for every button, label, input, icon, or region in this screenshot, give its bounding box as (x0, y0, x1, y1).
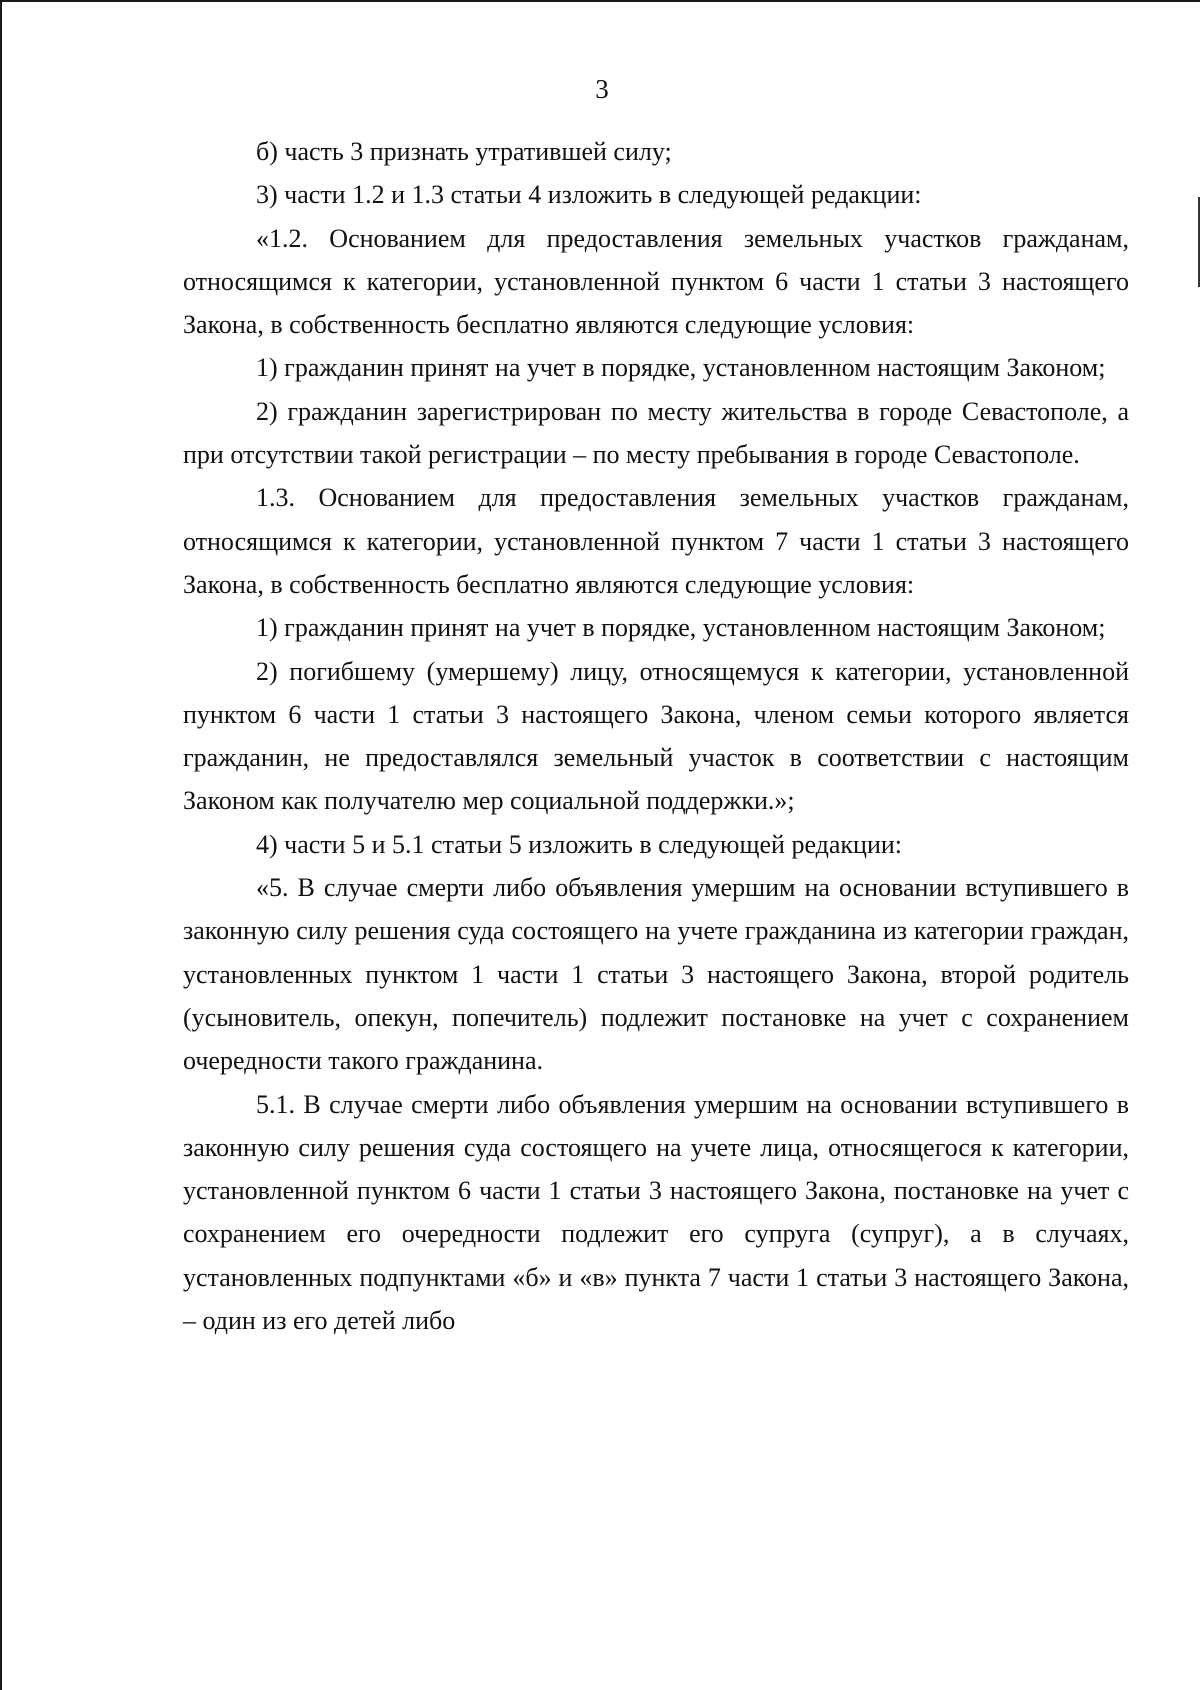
paragraph-10: «5. В случае смерти либо объявления умершим на основании вступившего в законную силу решения суда состоящего на учете гражданина из категории граждан, установленных пунктом 1 части 1 статьи 3 настоящего Закона, второй родитель (усыновитель, опекун, попечитель) подлежит постановке на учет с сохранением очередности такого гражданина. (183, 873, 1129, 1076)
paragraph-8: 2) погибшему (умершему) лицу, относящемуся к категории, установленной пунктом 6 части 1 статьи 3 настоящего Закона, членом семьи которого является гражданин, не предоставлялся земельный участок в соответствии с настоящим Законом как получателю мер социальной поддержки.»; (183, 656, 1129, 816)
paragraph-6: 1.3. Основанием для предоставления земельных участков гражданам, относящимся к категории, установленной пунктом 7 части 1 статьи 3 настоящего Закона, в собственность бесплатно являются следующие условия: (183, 483, 1129, 599)
document-body (183, 130, 1129, 1342)
paragraph-1: б) часть 3 признать утратившей силу; (256, 137, 672, 166)
paragraph-5: 2) гражданин зарегистрирован по месту жительства в городе Севастополе, а при отсутствии такой регистрации – по месту пребывания в городе Севастополе. (183, 396, 1129, 470)
paragraph-4: 1) гражданин принят на учет в порядке, установленном настоящим Законом; (256, 353, 1106, 383)
paragraph-9: 4) части 5 и 5.1 статьи 5 изложить в следующей редакции: (256, 829, 903, 859)
paragraph-11: 5.1. В случае смерти либо объявления умершим на основании вступившего в законную силу решения суда состоящего на учете лица, относящегося к категории, установленной пунктом 6 части 1 статьи 3 настоящего Закона, постановке на учет с сохранением его очередности подлежит его супруга (супруг), а в случаях, установленных подпунктами «б» и «в» пункта 7 части 1 статьи 3 настоящего Закона, – один из его детей либо (183, 1089, 1129, 1336)
paragraph-2: 3) части 1.2 и 1.3 статьи 4 изложить в следующей редакции: (256, 180, 922, 210)
page-number: 3 (595, 74, 609, 104)
paragraph-3: «1.2. Основанием для предоставления земельных участков гражданам, относящимся к категории, установленной пунктом 6 части 1 статьи 3 настоящего Закона, в собственность бесплатно являются следующие условия: (183, 223, 1129, 340)
paragraph-7: 1) гражданин принят на учет в порядке, установленном настоящим Законом; (256, 613, 1106, 643)
